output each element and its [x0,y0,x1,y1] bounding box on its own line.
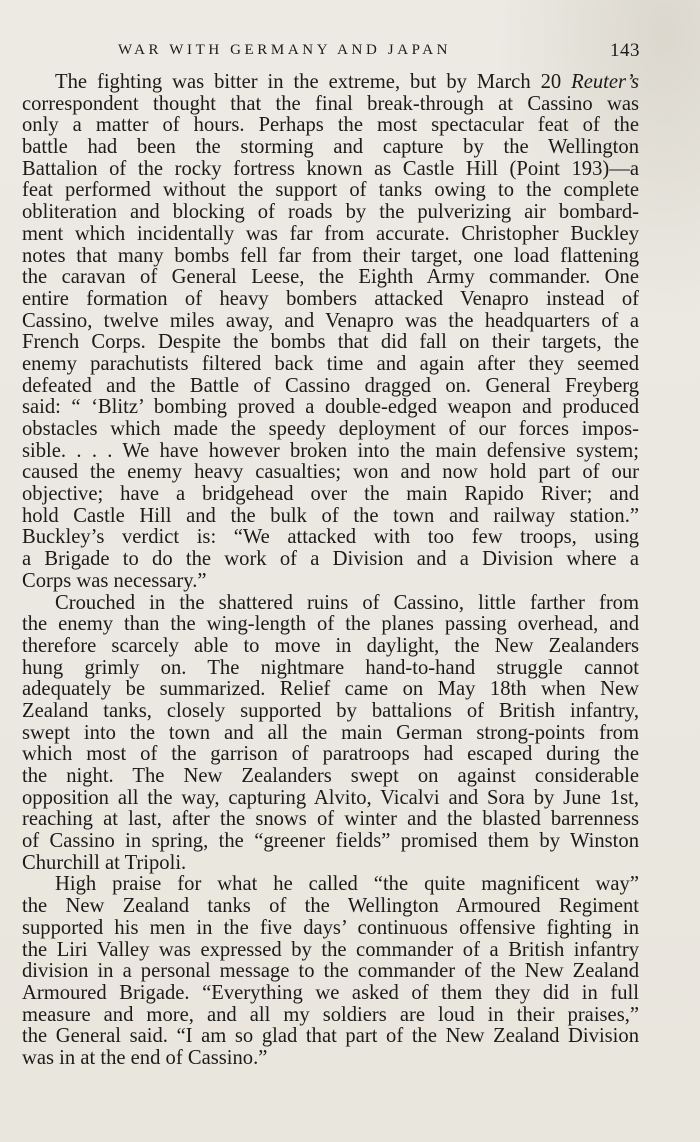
text-line [22,831,639,853]
page-number: 143 [610,40,640,61]
text-line [22,311,639,333]
text-line-content: Armoured Brigade. “Everything we asked of them they did in full [22,981,639,1004]
text-line [22,896,639,918]
text-line-content: Cassino, twelve miles away, and Venapro was the headquarters of a [22,309,639,332]
text-line [22,419,639,441]
text-line [22,701,639,723]
text-line-content: hold Castle Hill and the bulk of the town and railway station.” [22,504,639,527]
text-line [22,614,639,636]
text-line-content: Battalion of the rocky fortress known as Castle Hill (Point 193)—a [22,157,639,180]
text-line [22,1005,639,1027]
text-line-content: hung grimly on. The nightmare hand-to-hand struggle cannot [22,656,639,679]
text-line-content: Buckley’s verdict is: “We attacked with too few troops, using [22,526,639,549]
text-line [22,983,639,1005]
text-line [22,289,639,311]
text-line-content: notes that many bombs fell far from their target, one load flattening [22,244,639,267]
text-line-content: feat performed without the support of tanks owing to the complete [22,179,639,202]
text-line [22,1048,639,1070]
text-line-content: Crouched in the shattered ruins of Cassino, little farther from [55,591,639,614]
text-line [22,809,639,831]
text-line-content: the enemy than the wing-length of the planes passing overhead, and [22,613,639,636]
text-line [22,180,639,202]
text-line-content: the General said. “I am so glad that part of the New Zealand Division [22,1025,639,1048]
text-line-content: correspondent thought that the final break-through at Cassino was [22,92,639,115]
text-line [22,224,639,246]
text-line [22,940,639,962]
text-line-content: objective; have a bridgehead over the main Rapido River; and [22,483,639,506]
italic-publication-name: Reuter’s [571,71,640,93]
text-line-content: therefore scarcely able to move in daylight, the New Zealanders [22,634,639,657]
text-line [22,376,639,398]
text-line-content: measure and more, and all my soldiers are loud in their praises,” [22,1003,639,1026]
text-line-content: swept into the town and all the main German strong-points from [22,721,639,744]
text-line-content: opposition all the way, capturing Alvito, Vicalvi and Sora by June 1st, [22,786,639,809]
text-line-content: the New Zealand tanks of the Wellington Armoured Regiment [22,895,639,918]
text-line-content: of Cassino in spring, the “greener fields” promised them by Winston [22,830,639,853]
text-line [22,593,639,615]
text-line-content: obliteration and blocking of roads by the pulverizing air bombard- [22,201,639,224]
running-title: WAR WITH GERMANY AND JAPAN [118,42,452,58]
text-line-content: defeated and the Battle of Cassino dragged on. General Freyberg [22,374,639,397]
text-line [22,202,639,224]
text-line [22,1026,639,1048]
text-line [22,397,639,419]
text-line-content: a Brigade to do the work of a Division and a Division where a [22,548,639,571]
text-line [22,874,639,896]
text-line [22,744,639,766]
text-line-content: enemy parachutists filtered back time and again after they seemed [22,352,639,375]
text-line-content: which most of the garrison of paratroops had escaped during the [22,743,639,766]
text-line [22,94,639,116]
text-line-content: only a matter of hours. Perhaps the most spectacular feat of the [22,114,639,137]
text-line-content: reaching at last, after the snows of winter and the blasted barrenness [22,808,639,831]
text-line-content: was in at the end of Cassino.” [22,1046,268,1069]
text-line-content: Corps was necessary.” [22,569,207,592]
text-line-content: the Liri Valley was expressed by the commander of a British infantry [22,938,639,961]
text-line [22,723,639,745]
text-line-content: High praise for what he called “the quite magnificent way” [55,873,639,896]
text-line [22,354,639,376]
text-line [22,549,639,571]
text-line-content: said: “ ‘Blitz’ bombing proved a double-edged weapon and produced [22,396,639,419]
text-line [22,853,639,875]
text-line [22,332,639,354]
text-line [22,918,639,940]
running-head [22,42,640,64]
text-line-content: caused the enemy heavy casualties; won and now hold part of our [22,461,639,484]
text-line [22,766,639,788]
text-line [22,159,639,181]
text-line [22,961,639,983]
text-line-content: ment which incidentally was far from accurate. Christopher Buckley [22,222,639,245]
text-line-content: obstacles which made the speedy deployment of our forces impos- [22,418,639,440]
text-line [22,441,639,463]
text-line-content: battle had been the storming and capture by the Wellington [22,136,639,159]
text-line-content: Zealand tanks, closely supported by battalions of British infantry, [22,699,639,722]
text-line [22,679,639,701]
text-line [22,72,639,94]
text-line [22,571,639,593]
text-line [22,506,639,528]
body-text [22,72,639,1070]
text-line [22,115,639,137]
text-line-content: the caravan of General Leese, the Eighth Army commander. One [22,266,639,289]
text-line-content: division in a personal message to the commander of the New Zealand [22,960,639,983]
text-line-content: entire formation of heavy bombers attacked Venapro instead of [22,287,639,310]
text-line-content: The fighting was bitter in the extreme, but by March 20 [55,71,562,93]
text-line [22,462,639,484]
text-line [22,527,639,549]
text-line-content: adequately be summarized. Relief came on May 18th when New [22,678,639,701]
text-line-content: sible. . . . We have however broken into the main defensive system; [22,439,639,462]
text-line [22,788,639,810]
text-line-content: the night. The New Zealanders swept on against considerable [22,765,639,787]
text-line [22,267,639,289]
text-line [22,246,639,268]
text-line-content: French Corps. Despite the bombs that did fall on their targets, the [22,331,639,354]
text-line [22,137,639,159]
text-line [22,636,639,658]
text-line [22,484,639,506]
text-line-content: supported his men in the five days’ continuous offensive fighting in [22,916,639,939]
text-line [22,658,639,680]
text-line-content: Churchill at Tripoli. [22,851,187,874]
